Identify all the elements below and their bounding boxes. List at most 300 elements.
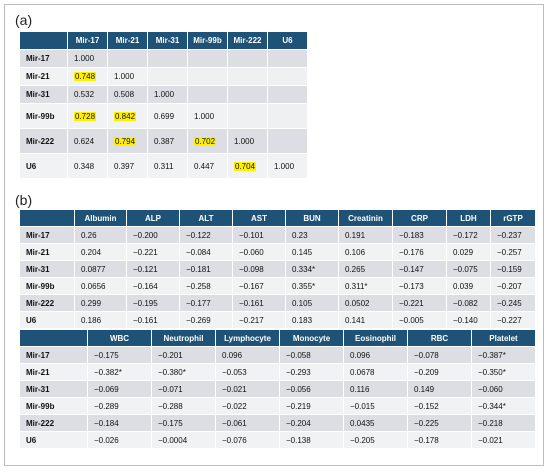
cell-value: 0.191: [345, 230, 366, 240]
value-cell: [233, 227, 286, 244]
value-cell: [472, 381, 536, 398]
empty-cell: [268, 104, 308, 129]
cell-value: −0.184: [94, 418, 119, 428]
value-cell: [216, 364, 280, 381]
value-cell: [108, 104, 148, 129]
value-cell: [188, 104, 228, 129]
cell-value: −0.021: [478, 435, 503, 445]
value-cell: [472, 364, 536, 381]
value-cell: [233, 261, 286, 278]
value-cell: [216, 347, 280, 364]
value-cell: [408, 415, 472, 432]
cell-value: −0.257: [497, 247, 522, 257]
value-cell: [188, 154, 228, 179]
value-cell: [268, 154, 308, 179]
row-header: Mir-31: [20, 86, 68, 104]
value-cell: [180, 295, 233, 312]
column-header: Creatinin: [339, 210, 393, 227]
value-cell: [228, 154, 268, 179]
value-cell: [180, 312, 233, 329]
cell-value: 0.348: [74, 161, 95, 171]
table-row: [20, 432, 536, 449]
empty-cell: [268, 129, 308, 154]
value-cell: [393, 244, 447, 261]
value-cell: [233, 278, 286, 295]
row-header: Mir-99b: [20, 398, 88, 415]
value-cell: [108, 129, 148, 154]
row-header: Mir-21: [20, 68, 68, 86]
cell-value: −0.217: [239, 315, 264, 325]
header-corner-cell: [20, 32, 68, 50]
cell-value: 0.096: [222, 350, 243, 360]
cell-value: −0.071: [158, 384, 183, 394]
cell-value: 0.116: [350, 384, 370, 394]
table-row: [20, 68, 308, 86]
column-header: RBC: [408, 330, 472, 347]
cell-value: −0.121: [133, 264, 158, 274]
value-cell: [472, 347, 536, 364]
cell-value: −0.167: [239, 281, 264, 291]
column-header: CRP: [393, 210, 447, 227]
value-cell: [280, 347, 344, 364]
cell-value: 0.183: [292, 315, 313, 325]
value-cell: [233, 295, 286, 312]
cell-value: −0.076: [222, 435, 247, 445]
column-header: AST: [233, 210, 286, 227]
value-cell: [108, 68, 148, 86]
value-cell: [472, 415, 536, 432]
cell-value: −0.221: [399, 298, 424, 308]
cell-value: 0.0502: [345, 298, 370, 308]
cell-value: 0.508: [114, 90, 135, 99]
table-row: [20, 381, 536, 398]
cell-value: −0.161: [239, 298, 264, 308]
value-cell: [127, 312, 180, 329]
cell-value: −0.060: [239, 247, 264, 257]
value-cell: [339, 261, 393, 278]
value-cell: [344, 398, 408, 415]
row-header: Mir-17: [20, 347, 88, 364]
value-cell: [447, 278, 491, 295]
empty-cell: [228, 104, 268, 129]
value-cell: [88, 364, 152, 381]
value-cell: [491, 227, 536, 244]
column-header: Mir-31: [148, 32, 188, 50]
value-cell: [68, 50, 108, 68]
value-cell: [472, 398, 536, 415]
table-row: [20, 415, 536, 432]
cell-value: −0.122: [186, 230, 211, 240]
cell-value: −0.218: [478, 418, 503, 428]
value-cell: [280, 381, 344, 398]
empty-cell: [148, 50, 188, 68]
value-cell: [88, 381, 152, 398]
table-row: [20, 50, 308, 68]
cell-value: −0.173: [399, 281, 424, 291]
cell-value: 0.299: [81, 298, 102, 308]
empty-cell: [228, 50, 268, 68]
table-row: [20, 364, 536, 381]
cell-value: −0.098: [239, 264, 264, 274]
cell-value: −0.288: [158, 401, 183, 411]
hematology-correlation-table: [20, 330, 536, 449]
value-cell: [148, 154, 188, 179]
cell-value: −0.021: [222, 384, 247, 394]
value-cell: [286, 278, 339, 295]
value-cell: [216, 398, 280, 415]
column-header: ALP: [127, 210, 180, 227]
cell-value: −0.289: [94, 401, 119, 411]
value-cell: [108, 154, 148, 179]
table-header-row: [20, 330, 536, 347]
cell-value: −0.140: [453, 315, 478, 325]
cell-value: 0.387: [154, 136, 175, 146]
table-row: [20, 295, 536, 312]
value-cell: [127, 227, 180, 244]
cell-value: −0.344*: [478, 401, 506, 411]
panel-a-label: (a): [15, 12, 33, 28]
value-cell: [75, 295, 127, 312]
cell-value: 0.186: [81, 315, 102, 325]
value-cell: [447, 295, 491, 312]
cell-value: 0.096: [350, 350, 371, 360]
value-cell: [447, 312, 491, 329]
cell-value: −0.237: [497, 230, 522, 240]
value-cell: [339, 278, 393, 295]
value-cell: [127, 278, 180, 295]
cell-value: −0.053: [222, 367, 247, 377]
value-cell: [339, 295, 393, 312]
value-cell: [447, 227, 491, 244]
cell-value: −0.205: [350, 435, 375, 445]
value-cell: [408, 381, 472, 398]
value-cell: [148, 86, 188, 104]
highlighted-value: 0.704: [235, 161, 256, 171]
value-cell: [286, 244, 339, 261]
value-cell: [286, 261, 339, 278]
row-header: U6: [20, 432, 88, 449]
cell-value: −0.221: [133, 247, 158, 257]
column-header: Albumin: [75, 210, 127, 227]
table-header-row: [20, 210, 536, 227]
column-header: Mir-21: [108, 32, 148, 50]
column-header: Neutrophil: [152, 330, 216, 347]
cell-value: 0.0656: [81, 281, 106, 291]
empty-cell: [188, 50, 228, 68]
column-header: rGTP: [491, 210, 536, 227]
cell-value: 0.532: [74, 90, 95, 99]
value-cell: [152, 432, 216, 449]
cell-value: −0.201: [158, 350, 183, 360]
cell-value: −0.058: [286, 350, 311, 360]
empty-cell: [268, 68, 308, 86]
row-header: Mir-99b: [20, 104, 68, 129]
cell-value: −0.082: [453, 298, 478, 308]
empty-cell: [228, 68, 268, 86]
cell-value: −0.387*: [478, 350, 506, 360]
value-cell: [88, 415, 152, 432]
value-cell: [447, 244, 491, 261]
cell-value: 1.000: [74, 54, 95, 63]
value-cell: [180, 261, 233, 278]
row-header: Mir-21: [20, 364, 88, 381]
cell-value: −0.269: [186, 315, 211, 325]
empty-cell: [108, 50, 148, 68]
row-header: Mir-99b: [20, 278, 75, 295]
cell-value: 0.0877: [81, 264, 106, 274]
column-header: Eosinophil: [344, 330, 408, 347]
value-cell: [75, 312, 127, 329]
header-corner-cell: [20, 330, 88, 347]
highlighted-value: 0.794: [115, 136, 136, 146]
value-cell: [339, 244, 393, 261]
value-cell: [280, 432, 344, 449]
empty-cell: [188, 68, 228, 86]
cell-value: −0.075: [453, 264, 478, 274]
value-cell: [68, 129, 108, 154]
cell-value: −0.026: [94, 435, 119, 445]
cell-value: −0.176: [399, 247, 424, 257]
cell-value: −0.204: [286, 418, 311, 428]
row-header: U6: [20, 154, 68, 179]
figure-frame: [4, 4, 544, 466]
cell-value: 0.039: [453, 281, 474, 291]
cell-value: 0.0678: [350, 367, 375, 377]
row-header: Mir-222: [20, 295, 75, 312]
value-cell: [216, 415, 280, 432]
value-cell: [75, 261, 127, 278]
value-cell: [286, 312, 339, 329]
value-cell: [127, 295, 180, 312]
value-cell: [344, 432, 408, 449]
value-cell: [180, 227, 233, 244]
value-cell: [344, 347, 408, 364]
cell-value: 0.265: [345, 264, 366, 274]
row-header: Mir-222: [20, 415, 88, 432]
cell-value: −0.380*: [158, 367, 186, 377]
cell-value: 0.141: [345, 315, 366, 325]
value-cell: [152, 381, 216, 398]
table-row: [20, 347, 536, 364]
value-cell: [152, 415, 216, 432]
value-cell: [408, 347, 472, 364]
value-cell: [408, 432, 472, 449]
table-row: [20, 244, 536, 261]
cell-value: 0.204: [81, 247, 102, 257]
value-cell: [180, 244, 233, 261]
column-header: WBC: [88, 330, 152, 347]
row-header: Mir-222: [20, 129, 68, 154]
panel-b-label: (b): [15, 192, 33, 208]
value-cell: [344, 381, 408, 398]
column-header: Lymphocyte: [216, 330, 280, 347]
cell-value: 0.149: [414, 384, 435, 394]
row-header: U6: [20, 312, 75, 329]
cell-value: −0.056: [286, 384, 311, 394]
cell-value: −0.183: [399, 230, 424, 240]
value-cell: [393, 312, 447, 329]
cell-value: −0.225: [414, 418, 439, 428]
value-cell: [68, 68, 108, 86]
cell-value: −0.195: [133, 298, 158, 308]
column-header: Monocyte: [280, 330, 344, 347]
cell-value: 0.029: [453, 247, 474, 257]
cell-value: 0.355*: [292, 281, 316, 291]
value-cell: [88, 347, 152, 364]
value-cell: [491, 244, 536, 261]
cell-value: −0.022: [222, 401, 247, 411]
cell-value: −0.069: [94, 384, 119, 394]
value-cell: [68, 104, 108, 129]
value-cell: [280, 398, 344, 415]
cell-value: −0.161: [133, 315, 158, 325]
table-header-row: [20, 32, 308, 50]
header-corner-cell: [20, 210, 75, 227]
cell-value: 0.0435: [350, 418, 375, 428]
value-cell: [393, 227, 447, 244]
cell-value: 0.145: [292, 247, 313, 257]
biochemistry-correlation-table: [20, 210, 536, 329]
row-header: Mir-21: [20, 244, 75, 261]
table-row: [20, 154, 308, 179]
cell-value: −0.175: [94, 350, 119, 360]
highlighted-value: 0.748: [75, 72, 96, 81]
cell-value: 0.397: [114, 161, 135, 171]
value-cell: [233, 244, 286, 261]
cell-value: 1.000: [194, 111, 215, 121]
cell-value: 0.311*: [345, 281, 368, 291]
value-cell: [393, 261, 447, 278]
cell-value: −0.061: [222, 418, 247, 428]
value-cell: [447, 261, 491, 278]
cell-value: −0.152: [414, 401, 439, 411]
highlighted-value: 0.728: [75, 111, 96, 121]
table-row: [20, 312, 536, 329]
value-cell: [393, 278, 447, 295]
cell-value: −0.172: [453, 230, 478, 240]
cell-value: −0.245: [497, 298, 522, 308]
cell-value: −0.138: [286, 435, 311, 445]
row-header: Mir-31: [20, 381, 88, 398]
column-header: BUN: [286, 210, 339, 227]
row-header: Mir-17: [20, 227, 75, 244]
value-cell: [280, 415, 344, 432]
row-header: Mir-31: [20, 261, 75, 278]
value-cell: [339, 312, 393, 329]
cell-value: 0.105: [292, 298, 313, 308]
column-header: ALT: [180, 210, 233, 227]
value-cell: [216, 381, 280, 398]
cell-value: 0.106: [345, 247, 366, 257]
cell-value: 1.000: [114, 72, 135, 81]
value-cell: [491, 312, 536, 329]
value-cell: [152, 347, 216, 364]
cell-value: −0.207: [497, 281, 522, 291]
cell-value: −0.178: [414, 435, 439, 445]
value-cell: [286, 295, 339, 312]
value-cell: [233, 312, 286, 329]
cell-value: −0.078: [414, 350, 439, 360]
cell-value: 1.000: [274, 161, 295, 171]
column-header: Mir-222: [228, 32, 268, 50]
cell-value: 0.26: [81, 230, 97, 240]
cell-value: −0.293: [286, 367, 311, 377]
cell-value: −0.227: [497, 315, 522, 325]
value-cell: [491, 295, 536, 312]
cell-value: −0.258: [186, 281, 211, 291]
value-cell: [75, 244, 127, 261]
table-row: [20, 86, 308, 104]
value-cell: [188, 129, 228, 154]
empty-cell: [268, 50, 308, 68]
cell-value: −0.164: [133, 281, 158, 291]
value-cell: [344, 415, 408, 432]
value-cell: [472, 432, 536, 449]
cell-value: −0.177: [186, 298, 211, 308]
cell-value: 0.334*: [292, 264, 316, 274]
empty-cell: [268, 86, 308, 104]
correlation-matrix-table: [20, 32, 308, 179]
cell-value: −0.0004: [158, 435, 188, 445]
value-cell: [216, 432, 280, 449]
value-cell: [127, 244, 180, 261]
value-cell: [88, 398, 152, 415]
value-cell: [152, 364, 216, 381]
cell-value: −0.181: [186, 264, 211, 274]
value-cell: [68, 154, 108, 179]
value-cell: [88, 432, 152, 449]
column-header: LDH: [447, 210, 491, 227]
value-cell: [339, 227, 393, 244]
value-cell: [491, 261, 536, 278]
value-cell: [180, 278, 233, 295]
cell-value: −0.101: [239, 230, 264, 240]
cell-value: −0.209: [414, 367, 439, 377]
table-row: [20, 261, 536, 278]
row-header: Mir-17: [20, 50, 68, 68]
cell-value: −0.060: [478, 384, 503, 394]
value-cell: [408, 398, 472, 415]
empty-cell: [228, 86, 268, 104]
value-cell: [286, 227, 339, 244]
value-cell: [152, 398, 216, 415]
cell-value: −0.159: [497, 264, 522, 274]
value-cell: [127, 261, 180, 278]
cell-value: −0.175: [158, 418, 183, 428]
column-header: Platelet: [472, 330, 536, 347]
column-header: Mir-17: [68, 32, 108, 50]
value-cell: [108, 86, 148, 104]
value-cell: [344, 364, 408, 381]
table-row: [20, 104, 308, 129]
empty-cell: [148, 68, 188, 86]
table-row: [20, 129, 308, 154]
cell-value: −0.219: [286, 401, 311, 411]
value-cell: [280, 364, 344, 381]
value-cell: [148, 129, 188, 154]
value-cell: [408, 364, 472, 381]
column-header: Mir-99b: [188, 32, 228, 50]
cell-value: −0.015: [350, 401, 375, 411]
value-cell: [228, 129, 268, 154]
cell-value: 1.000: [154, 90, 175, 99]
cell-value: 0.447: [194, 161, 215, 171]
cell-value: −0.382*: [94, 367, 122, 377]
cell-value: −0.084: [186, 247, 211, 257]
cell-value: 0.699: [154, 111, 175, 121]
value-cell: [148, 104, 188, 129]
value-cell: [75, 278, 127, 295]
